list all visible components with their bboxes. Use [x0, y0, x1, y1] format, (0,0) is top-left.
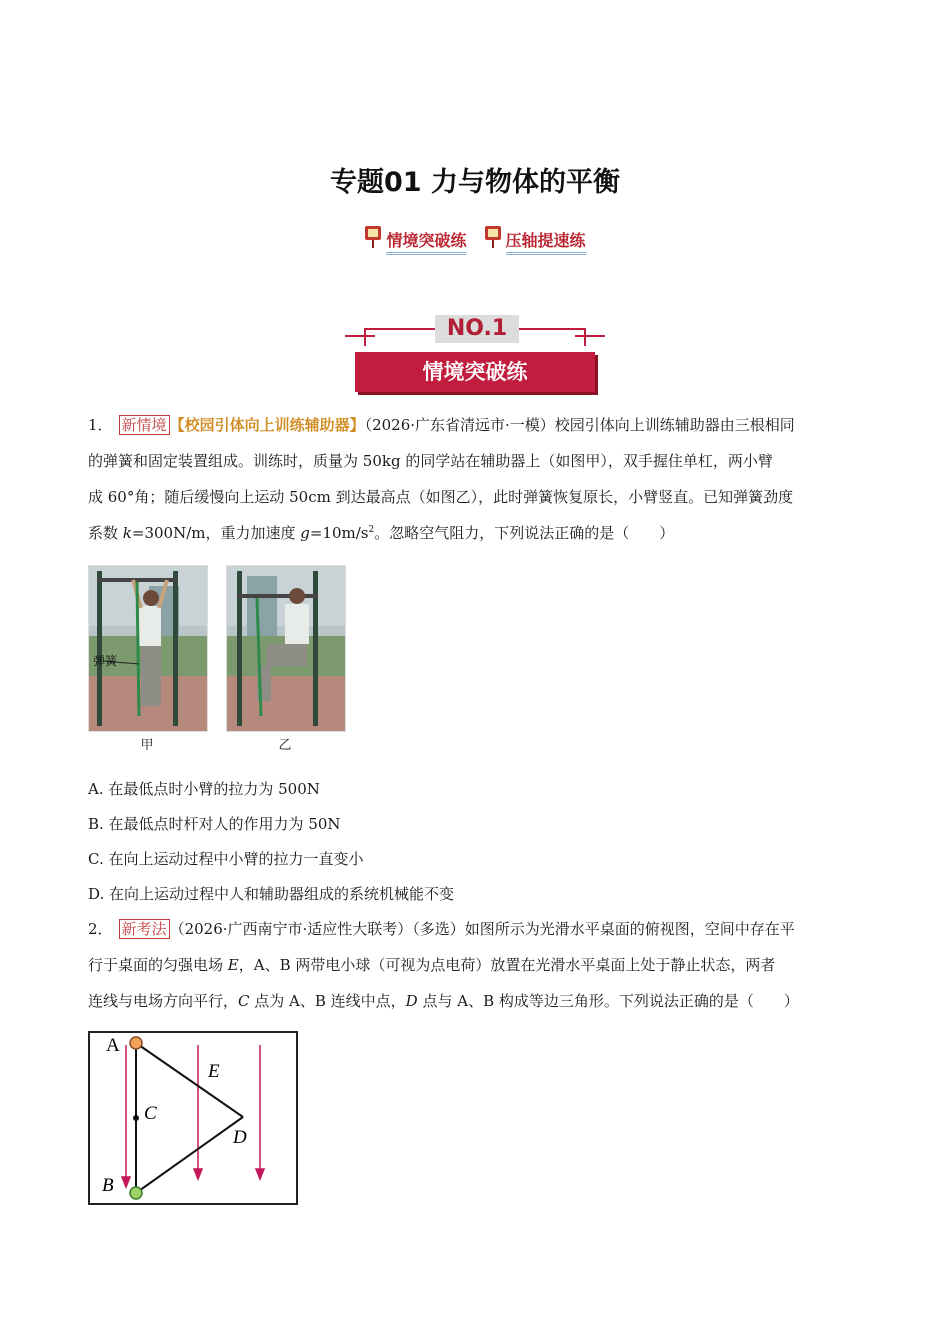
- var-d: D: [405, 992, 418, 1010]
- q1-line-4b: =300N/m，重力加速度: [131, 524, 301, 542]
- banner-label: 情境突破练: [355, 352, 595, 392]
- caption-a: 甲: [140, 738, 154, 753]
- section-banner: [345, 312, 605, 396]
- tag-situation-label: 情境突破练: [386, 231, 466, 255]
- tag-situation[interactable]: [364, 228, 466, 251]
- label-d: D: [233, 1127, 247, 1148]
- caption-b: 乙: [278, 738, 292, 753]
- pullup-photo-b: [227, 566, 345, 731]
- label-e: E: [208, 1061, 220, 1082]
- q1-line-3: 成 60°角；随后缓慢向上运动 50cm 到达最高点（如图乙），此时弹簧恢复原长，小臂竖直。已知弹簧劲度: [88, 488, 794, 506]
- exponent: 2: [368, 525, 375, 535]
- q1-option-c[interactable]: C. 在向上运动过程中小臂的拉力一直变小: [88, 850, 364, 868]
- pullup-photo-a: [89, 566, 207, 731]
- new-method-badge: 新考法: [119, 919, 170, 939]
- question-1-text: [88, 407, 864, 551]
- var-k: k: [122, 524, 132, 542]
- var-c: C: [238, 992, 250, 1010]
- section-tags: [0, 228, 950, 251]
- label-a: A: [106, 1035, 120, 1056]
- tag-speed[interactable]: [484, 228, 586, 251]
- q2-line-3a: 连线与电场方向平行，: [88, 992, 239, 1010]
- q2-line-3c: 点与 A、B 构成等边三角形。下列说法正确的是（ ）: [417, 992, 799, 1010]
- question-topic: 【校园引体向上训练辅助器】: [169, 416, 365, 434]
- new-situation-badge: 新情境: [119, 415, 170, 435]
- label-c: C: [144, 1103, 157, 1124]
- diagram-frame: [89, 1032, 297, 1204]
- q1-line-4a: 系数: [88, 524, 123, 542]
- banner-number: NO.1: [435, 315, 519, 343]
- flag-icon: [364, 225, 382, 249]
- q1-option-b[interactable]: B. 在最低点时杆对人的作用力为 50N: [88, 815, 341, 833]
- q1-line-4c: =10m/s: [309, 524, 369, 542]
- q2-line-1: （2026·广西南宁市·适应性大联考）（多选）如图所示为光滑水平桌面的俯视图，空间中存在平: [169, 920, 795, 938]
- point-c: [133, 1115, 139, 1121]
- q1-option-d[interactable]: D. 在向上运动过程中人和辅助器组成的系统机械能不变: [88, 885, 455, 903]
- ball-a: [130, 1037, 142, 1049]
- var-e: E: [227, 956, 239, 974]
- q2-line-3b: 点为 A、B 连线中点，: [249, 992, 406, 1010]
- question-2-text: [88, 911, 864, 1019]
- var-g: g: [300, 524, 310, 542]
- q1-option-a[interactable]: A. 在最低点时小臂的拉力为 500N: [88, 780, 320, 798]
- photo-figure-a: [88, 565, 208, 732]
- page-title: 专题01 力与物体的平衡: [330, 167, 620, 198]
- spring-label: 弹簧: [93, 654, 118, 668]
- q2-line-2a: 行于桌面的匀强电场: [88, 956, 228, 974]
- flag-icon: [484, 225, 502, 249]
- question-number: 1．: [88, 416, 113, 434]
- q2-line-2b: ，A、B 两带电小球（可视为点电荷）放置在光滑水平桌面上处于静止状态，两者: [238, 956, 776, 974]
- q1-line-2: 的弹簧和固定装置组成。训练时，质量为 50kg 的同学站在辅助器上（如图甲），双手握住单杠，两小臂: [88, 452, 773, 470]
- tag-speed-label: 压轴提速练: [506, 231, 586, 255]
- q1-line-4d: 。忽略空气阻力，下列说法正确的是（ ）: [374, 524, 675, 542]
- q1-line-1: （2026·广东省清远市·一模）校园引体向上训练辅助器由三根相同: [364, 416, 795, 434]
- photo-figure-b: [226, 565, 346, 732]
- ball-b: [130, 1187, 142, 1199]
- field-diagram: [88, 1031, 298, 1205]
- question-number: 2．: [88, 920, 113, 938]
- label-b: B: [102, 1175, 114, 1196]
